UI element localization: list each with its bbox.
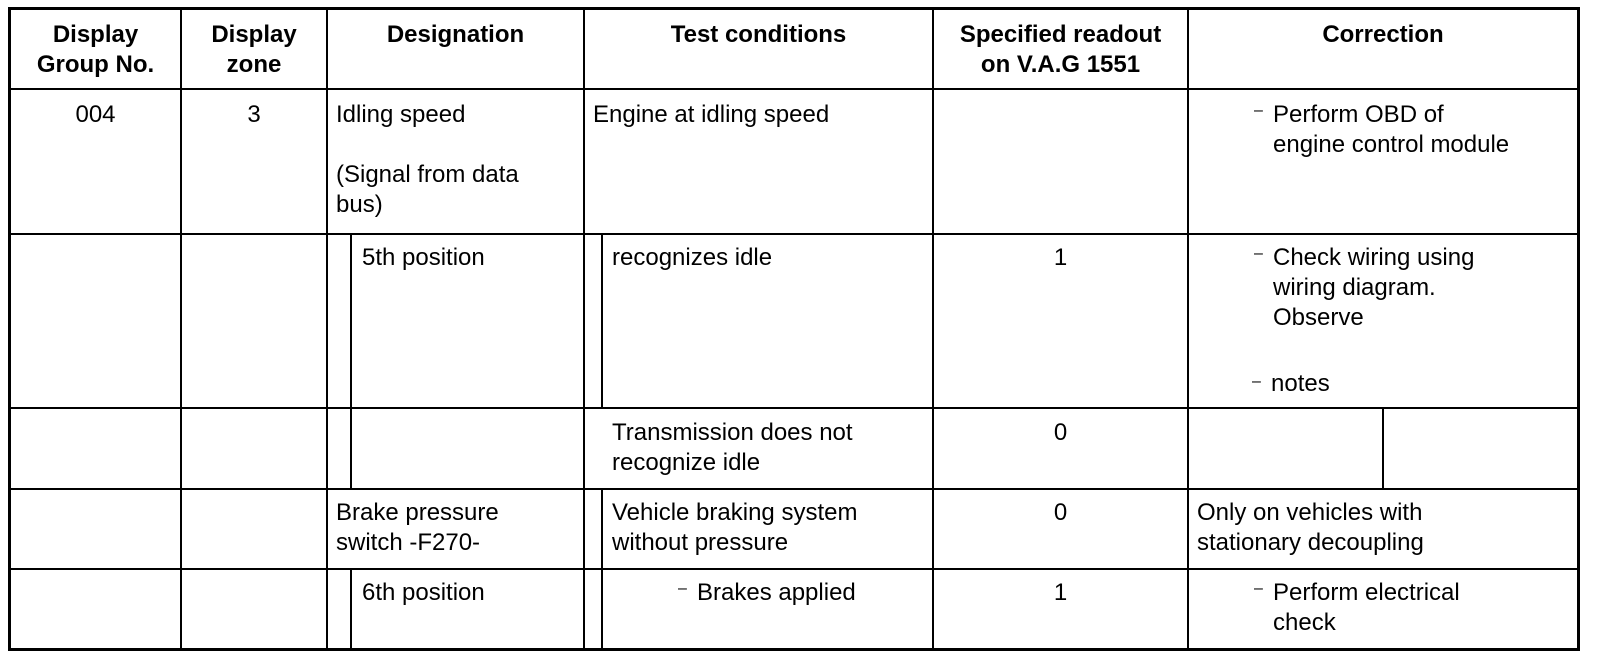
row-divider-1 xyxy=(8,233,1580,235)
dash-bullet-icon: – xyxy=(1254,580,1263,597)
header-designation: Designation xyxy=(386,21,525,48)
row-divider-3 xyxy=(8,488,1580,490)
row2-designation: 5th position xyxy=(362,244,485,271)
row2-readout: 1 xyxy=(1053,244,1068,271)
row1-correction: Perform OBD of engine control module xyxy=(1273,101,1510,158)
row5-correction: Perform electrical check xyxy=(1273,579,1460,636)
row4-designation: Brake pressure switch -F270- xyxy=(336,499,499,556)
row4-test-condition: Vehicle braking system without pressure xyxy=(612,499,858,556)
row4-correction: Only on vehicles with stationary decoupling xyxy=(1197,499,1424,556)
row1-test-condition: Engine at idling speed xyxy=(593,101,830,128)
header-divider xyxy=(8,88,1580,90)
row5-test-condition: Brakes applied xyxy=(697,579,856,606)
dash-bullet-icon: – xyxy=(1254,245,1263,262)
col-divider-designation xyxy=(326,7,328,651)
col-divider-test xyxy=(583,7,585,651)
row3-readout: 0 xyxy=(1053,419,1068,446)
row3-test-condition: Transmission does not recognize idle xyxy=(612,419,853,476)
row5-readout: 1 xyxy=(1053,579,1068,606)
correction-subcol-line xyxy=(1382,407,1384,488)
row-divider-2 xyxy=(8,407,1580,409)
header-correction: Correction xyxy=(1322,21,1444,48)
designation-subcol-line-2 xyxy=(350,568,352,650)
row-divider-4 xyxy=(8,568,1580,570)
header-test-conditions: Test conditions xyxy=(670,21,847,48)
row2-correction: Check wiring using wiring diagram. Observe xyxy=(1273,244,1475,331)
row1-zone: 3 xyxy=(247,101,261,128)
test-subcol-line xyxy=(601,233,603,407)
dash-bullet-icon: – xyxy=(1254,102,1263,119)
header-specified-readout: Specified readout on V.A.G 1551 xyxy=(959,21,1162,78)
col-divider-readout xyxy=(932,7,934,651)
row1-designation: Idling speed xyxy=(336,101,466,128)
row1-group-no: 004 xyxy=(75,101,116,128)
dash-bullet-icon: – xyxy=(678,580,687,597)
table-border-top xyxy=(8,7,1580,10)
dash-bullet-icon: – xyxy=(1252,373,1261,390)
table-border-bottom xyxy=(8,648,1580,651)
test-subcol-line-2 xyxy=(601,488,603,650)
row1-designation-note: (Signal from data bus) xyxy=(336,161,519,218)
header-display-zone: Display zone xyxy=(211,21,297,78)
row2-correction-note: notes xyxy=(1271,370,1330,397)
row2-test-condition: recognizes idle xyxy=(612,244,773,271)
header-display-group: Display Group No. xyxy=(36,21,155,78)
col-divider-correction xyxy=(1187,7,1189,651)
row4-readout: 0 xyxy=(1053,499,1068,526)
table-border-right xyxy=(1577,7,1580,651)
designation-subcol-line xyxy=(350,233,352,488)
row5-designation: 6th position xyxy=(362,579,485,606)
